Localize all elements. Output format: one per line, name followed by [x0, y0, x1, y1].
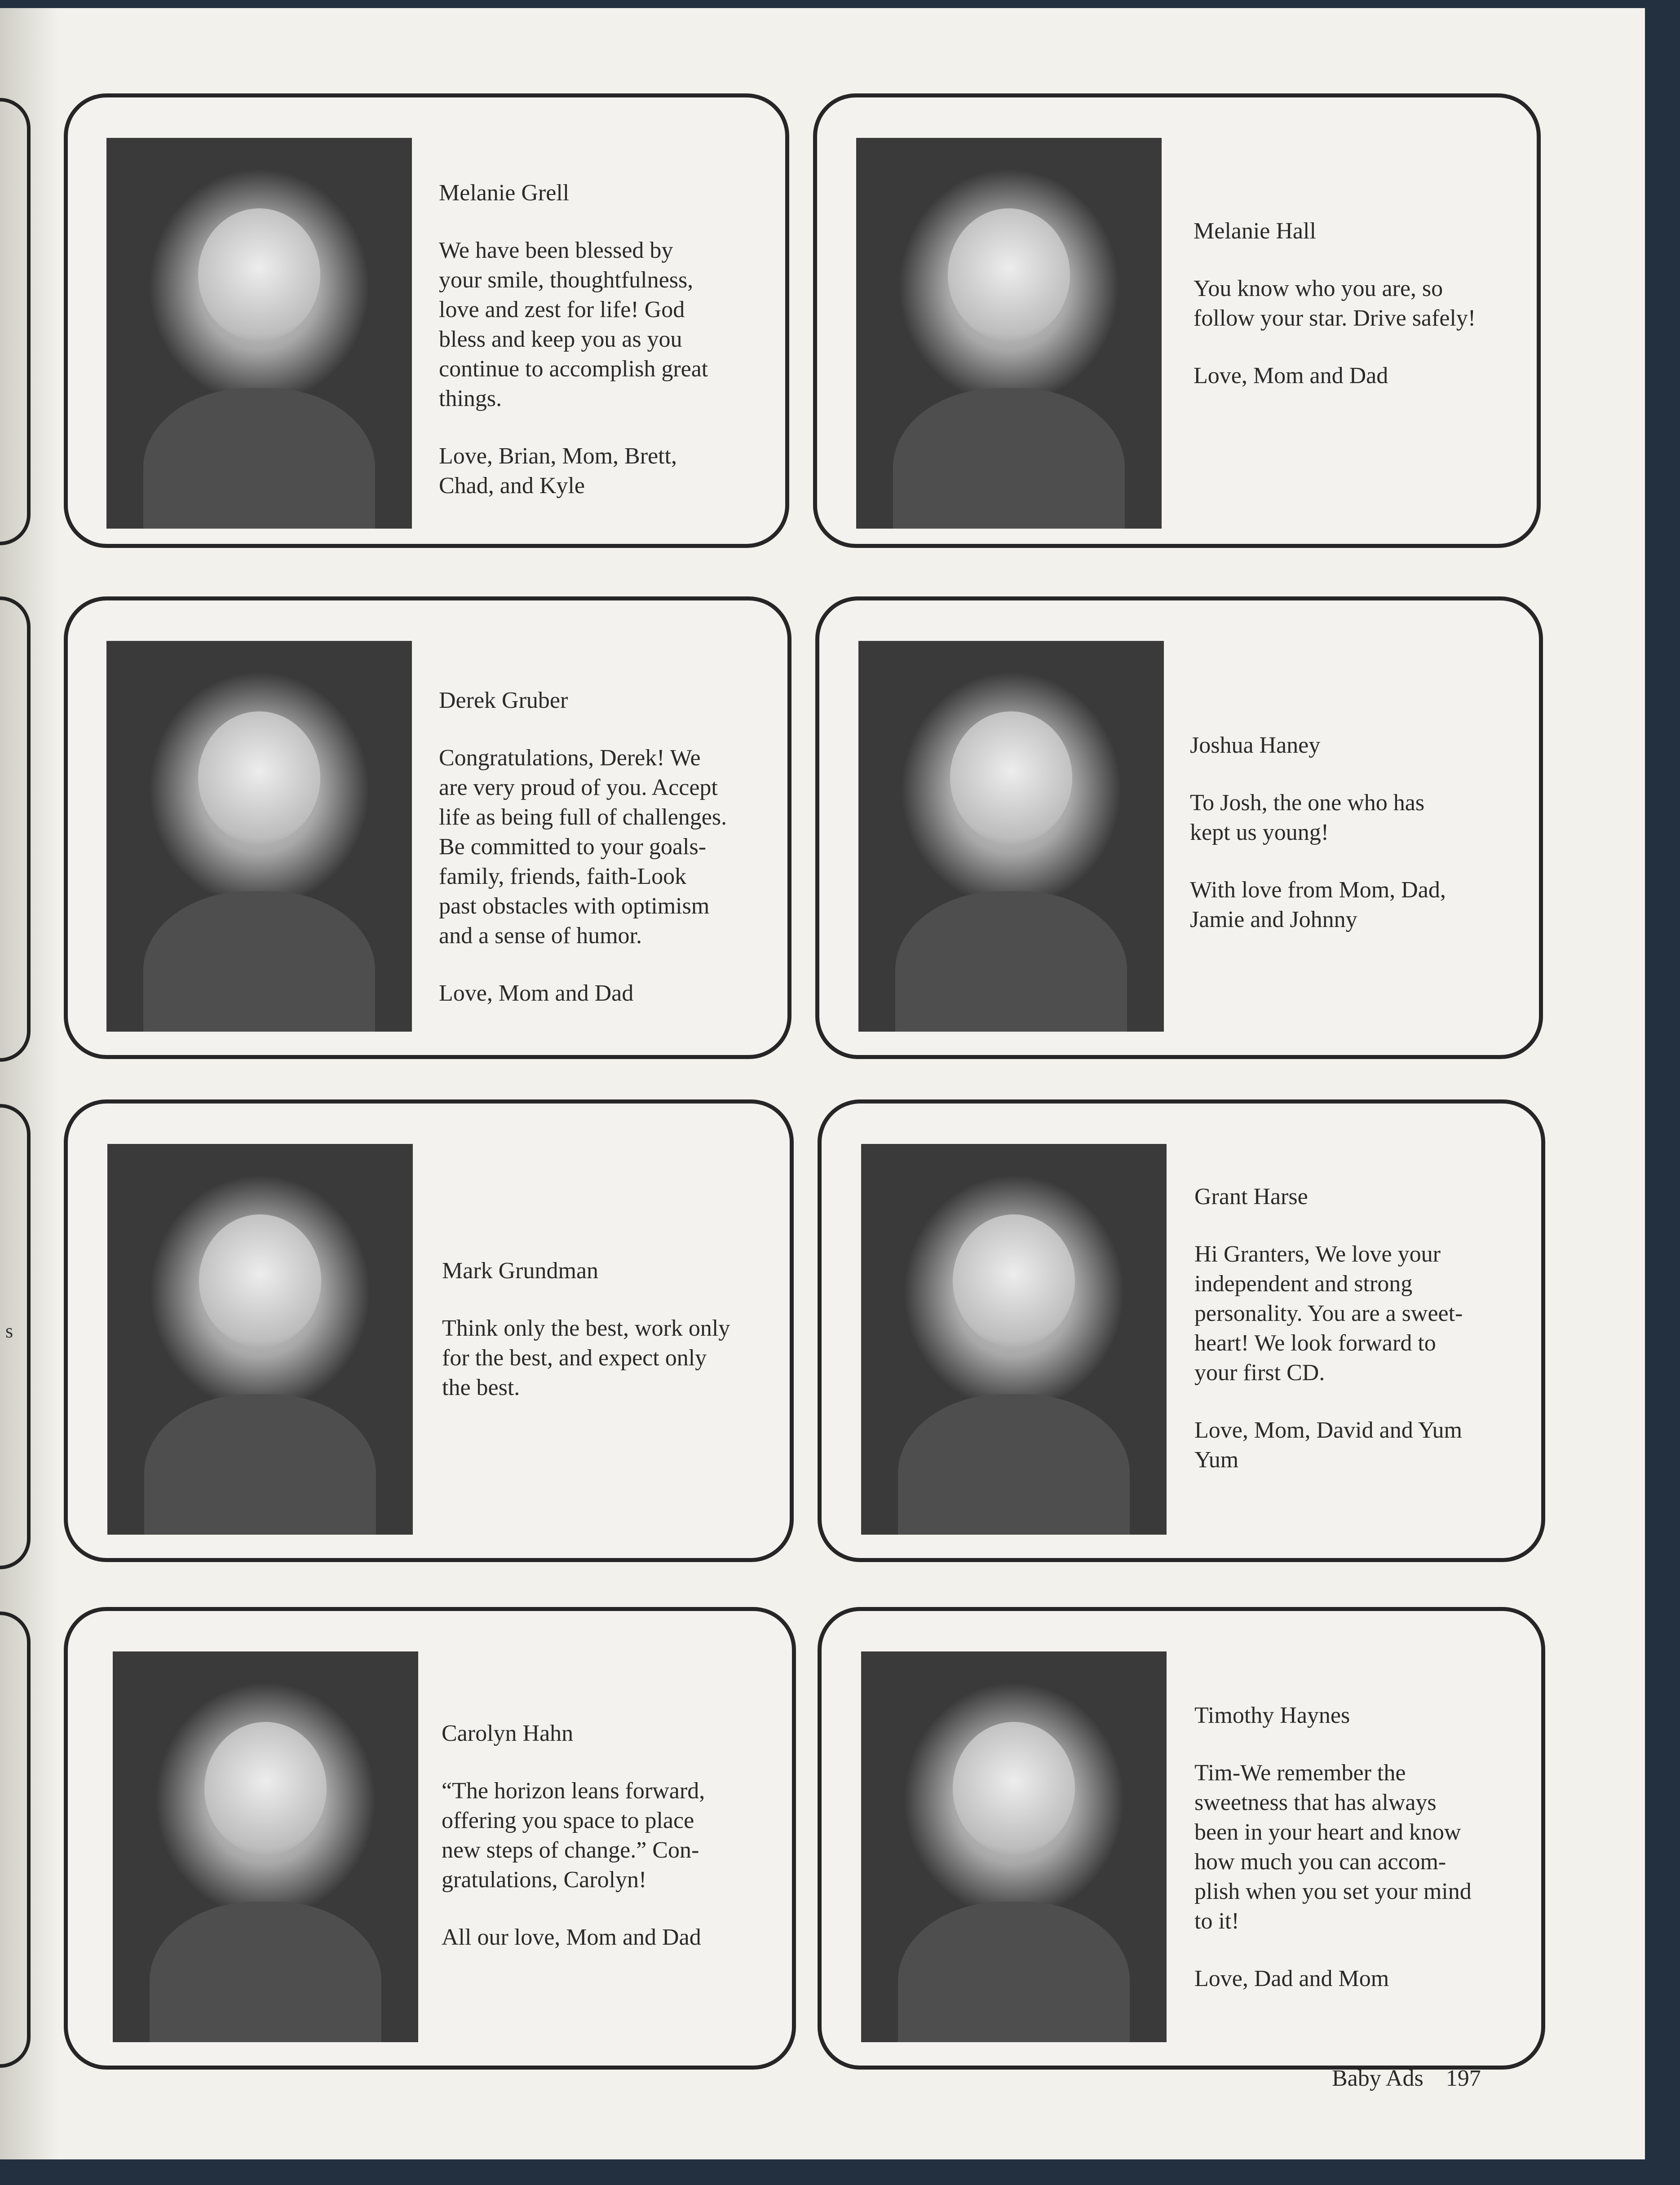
baby-ad-text [1194, 216, 1517, 391]
ad-message: Hi Granters, We love your independent and strong personality. You are a sweet- heart! We look forward to your first CD. [1194, 1241, 1463, 1386]
baby-ad-text [442, 1256, 765, 1430]
ad-signature: Love, Mom and Dad [1194, 363, 1388, 388]
baby-ad-frame [64, 1099, 794, 1562]
baby-photo [113, 1651, 418, 2042]
child-name: Melanie Hall [1194, 218, 1316, 244]
page-footer [1332, 2065, 1481, 2092]
child-name: Timothy Haynes [1194, 1703, 1350, 1728]
baby-ad-frame [64, 93, 789, 548]
baby-photo [861, 1144, 1167, 1535]
section-title: Baby Ads [1332, 2066, 1424, 2091]
ad-message: We have been blessed by your smile, thoughtfulness, love and zest for life! God bless and keep you as you continue to accomplish great things. [439, 238, 708, 411]
yearbook-page [0, 8, 1645, 2159]
baby-ad-text [439, 686, 762, 1008]
baby-ad-frame [818, 1099, 1545, 1562]
ad-signature: Love, Dad and Mom [1194, 1966, 1389, 1991]
baby-ad-frame [813, 93, 1541, 548]
child-name: Carolyn Hahn [442, 1721, 574, 1746]
ad-message: Tim-We remember the sweetness that has always been in your heart and know how much you can accom- plish when you set your mind to it! [1194, 1760, 1472, 1934]
baby-ad-text [442, 1719, 765, 1952]
child-name: Joshua Haney [1190, 733, 1321, 758]
ad-message: “The horizon leans forward, offering you space to place new steps of change.” Con- gratulations, Carolyn! [442, 1778, 705, 1893]
baby-ad-frame [815, 596, 1543, 1059]
baby-ad-frame [818, 1607, 1545, 2070]
ad-message: Congratulations, Derek! We are very proud of you. Accept life as being full of challenges. Be committed to your goals- family, friends, faith-Look past obstacles with optimism and a sense of humor. [439, 745, 727, 949]
baby-photo [858, 641, 1164, 1032]
ad-signature: Love, Mom and Dad [439, 980, 634, 1006]
child-name: Derek Gruber [439, 688, 568, 713]
previous-page-text-fragment: s [5, 1320, 13, 1342]
child-name: Mark Grundman [442, 1258, 599, 1284]
ad-message: To Josh, the one who has kept us young! [1190, 790, 1425, 845]
child-name: Grant Harse [1194, 1184, 1308, 1209]
baby-ad-text [1194, 1701, 1518, 1994]
baby-ad-text [439, 178, 762, 501]
previous-page-frame-edge [0, 1104, 31, 1569]
ad-signature: With love from Mom, Dad, Jamie and Johnny [1190, 877, 1446, 932]
baby-photo [106, 641, 412, 1032]
ad-message: Think only the best, work only for the best, and expect only the best. [442, 1315, 730, 1400]
page-number: 197 [1446, 2066, 1481, 2091]
baby-ad-text [1194, 1182, 1518, 1475]
ad-signature: Love, Brian, Mom, Brett, Chad, and Kyle [439, 443, 677, 499]
previous-page-frame-edge [0, 596, 31, 1062]
baby-ad-frame [64, 1607, 796, 2070]
baby-photo [106, 138, 412, 529]
baby-photo [861, 1651, 1167, 2042]
baby-ad-text [1190, 731, 1513, 935]
baby-photo [856, 138, 1162, 529]
ad-signature: Love, Mom, David and Yum Yum [1194, 1417, 1462, 1473]
ad-signature: All our love, Mom and Dad [442, 1925, 701, 1950]
previous-page-frame-edge [0, 98, 31, 545]
ad-message: You know who you are, so follow your star. Drive safely! [1194, 276, 1476, 331]
baby-photo [107, 1144, 413, 1535]
previous-page-frame-edge [0, 1611, 31, 2068]
child-name: Melanie Grell [439, 180, 570, 206]
baby-ad-frame [64, 596, 791, 1059]
